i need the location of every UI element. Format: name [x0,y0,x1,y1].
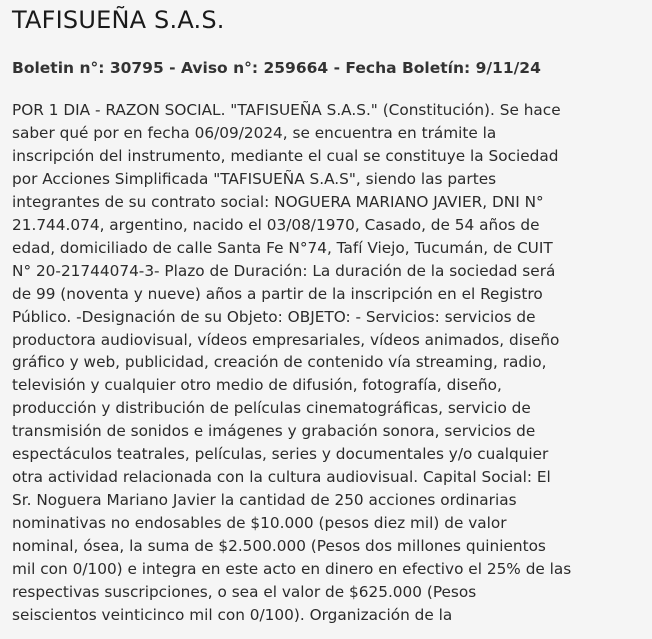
notice-body-line: integrantes de su contrato social: NOGUERA MARIANO JAVIER, DNI N° [12,192,544,211]
notice-body-line: nominal, ósea, la suma de $2.500.000 (Pesos dos millones quinientos [12,537,546,556]
notice-body-line: productora audiovisual, vídeos empresariales, vídeos animados, diseño [12,330,560,349]
notice-body-line: transmisión de sonidos e imágenes y grabación sonora, servicios de [12,422,536,441]
notice-body-line: saber qué por en fecha 06/09/2024, se encuentra en trámite la [12,123,497,142]
bulletin-meta: Boletin n°: 30795 - Aviso n°: 259664 - Fecha Boletín: 9/11/24 [12,59,541,77]
notice-body-line: televisión y cualquier otro medio de difusión, fotografía, diseño, [12,376,502,395]
notice-body-line: otra actividad relacionada con la cultura audiovisual. Capital Social: El [12,468,551,487]
notice-body-line: nominativas no endosables de $10.000 (pesos diez mil) de valor [12,514,507,533]
notice-body-line: Sr. Noguera Mariano Javier la cantidad de 250 acciones ordinarias [12,491,517,510]
notice-body-line: seiscientos veinticinco mil con 0/100). Organización de la [12,605,453,624]
notice-body-line: POR 1 DIA - RAZON SOCIAL. "TAFISUEÑA S.A.S." (Constitución). Se hace [12,101,561,119]
notice-body-line: mil con 0/100) e integra en este acto en dinero en efectivo el 25% de las [12,560,572,579]
notice-body-line: espectáculos teatrales, películas, series y documentales y/o cualquier [12,445,549,464]
notice-body-line: Público. -Designación de su Objeto: OBJETO: - Servicios: servicios de [12,307,536,326]
notice-body-line: de 99 (noventa y nueve) años a partir de la inscripción en el Registro [12,284,543,303]
notice-body-line: N° 20-21744074-3- Plazo de Duración: La duración de la sociedad será [12,261,556,280]
notice-body-line: 21.744.074, argentino, nacido el 03/08/1970, Casado, de 54 años de [12,215,540,234]
notice-body-line: inscripción del instrumento, mediante el cual se constituye la Sociedad [12,146,559,165]
notice-body-line: gráfico y web, publicidad, creación de contenido vía streaming, radio, [12,353,547,372]
notice-body [12,99,640,627]
notice-body-line: producción y distribución de películas cinematográficas, servicio de [12,399,531,418]
notice-body-line: respectivas suscripciones, o sea el valor de $625.000 (Pesos [12,583,477,602]
notice-body-line: por Acciones Simplificada "TAFISUEÑA S.A.S", siendo las partes [12,169,497,188]
notice-body-line: edad, domiciliado de calle Santa Fe N°74, Tafí Viejo, Tucumán, de CUIT [12,238,553,257]
notice-title: TAFISUEÑA S.A.S. [12,6,225,34]
